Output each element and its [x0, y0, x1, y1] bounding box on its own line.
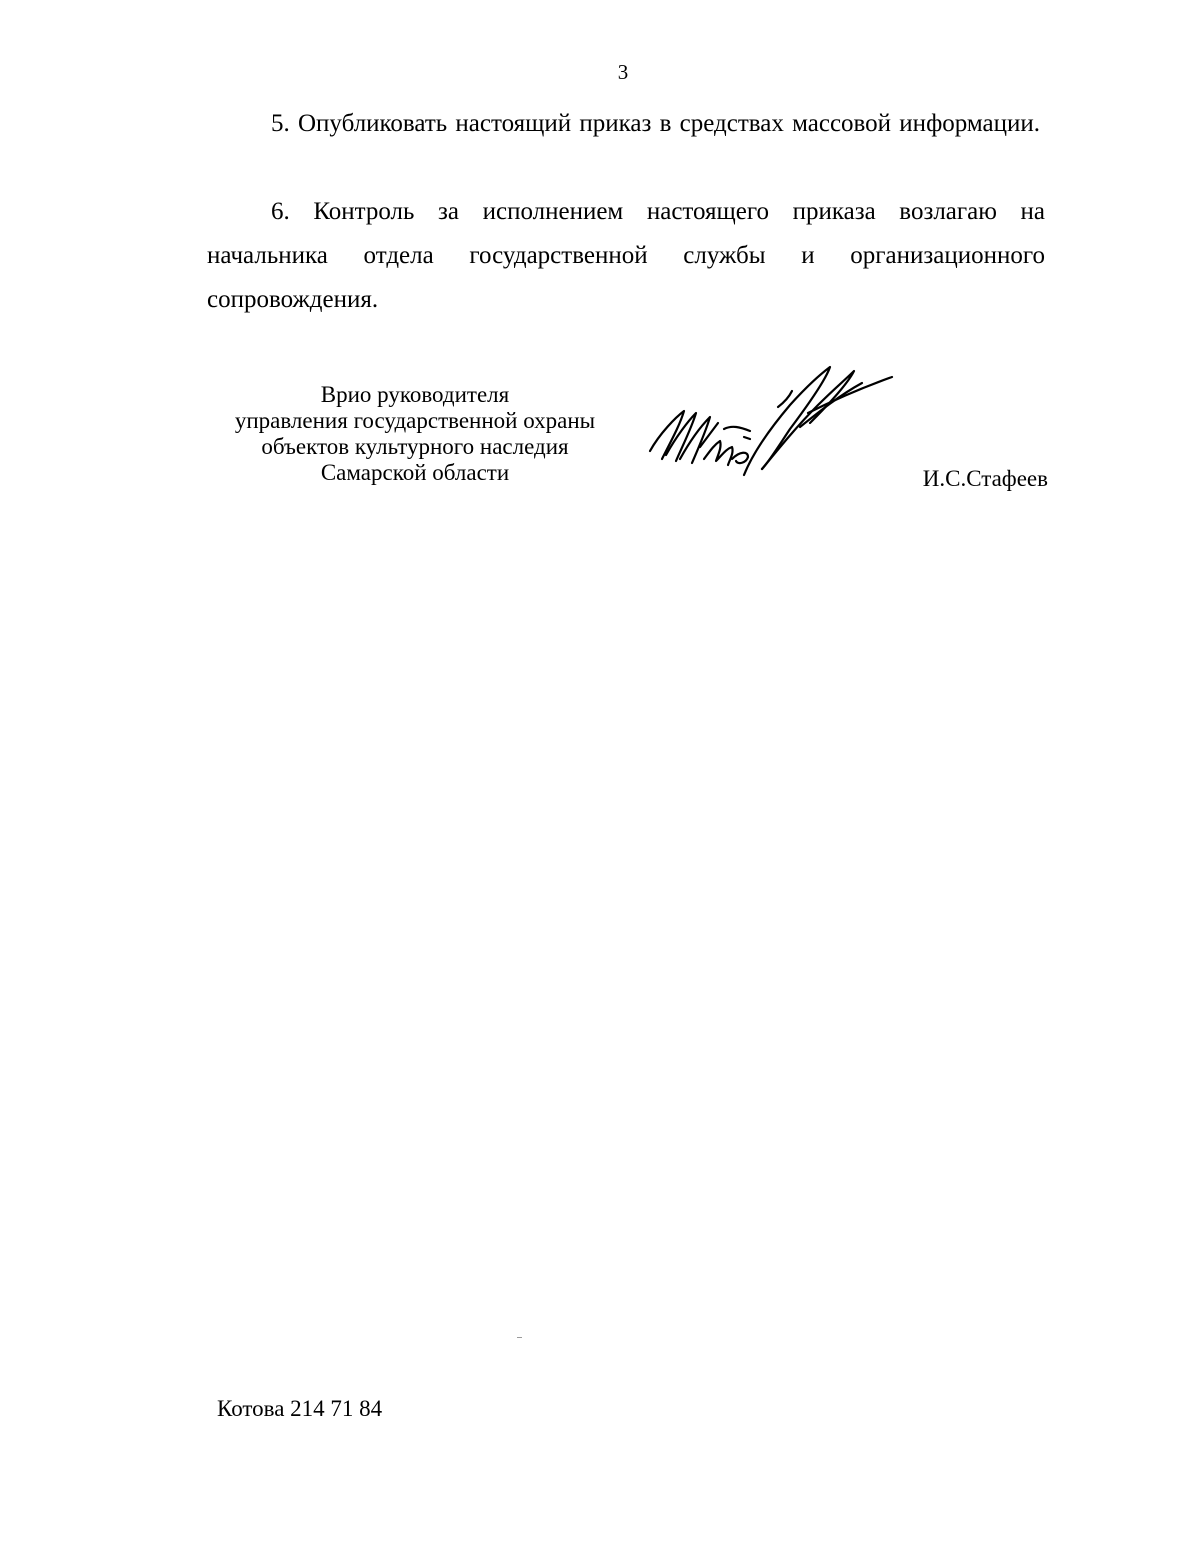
executor-contact: Котова 214 71 84 — [217, 1396, 383, 1421]
position-line-2: управления государственной охраны — [234, 408, 596, 433]
paragraph-publish-order: 5. Опубликовать настоящий приказ в средствах массовой информации. — [271, 110, 1041, 137]
handwritten-signature — [640, 355, 910, 485]
position-line-4: Самарской области — [320, 460, 510, 485]
signer-name: И.С.Стафеев — [922, 466, 1048, 491]
position-line-3: объектов культурного наследия — [261, 434, 569, 459]
paragraph-control-order: 6. Контроль за исполнением настоящего приказа возлагаю на начальника отдела государственной службы и организационного сопровождения. — [207, 198, 1045, 313]
signature-position-block — [205, 382, 625, 486]
scan-artifact — [517, 1337, 522, 1338]
position-line-1: Врио руководителя — [320, 382, 510, 407]
page-number: 3 — [617, 60, 629, 84]
